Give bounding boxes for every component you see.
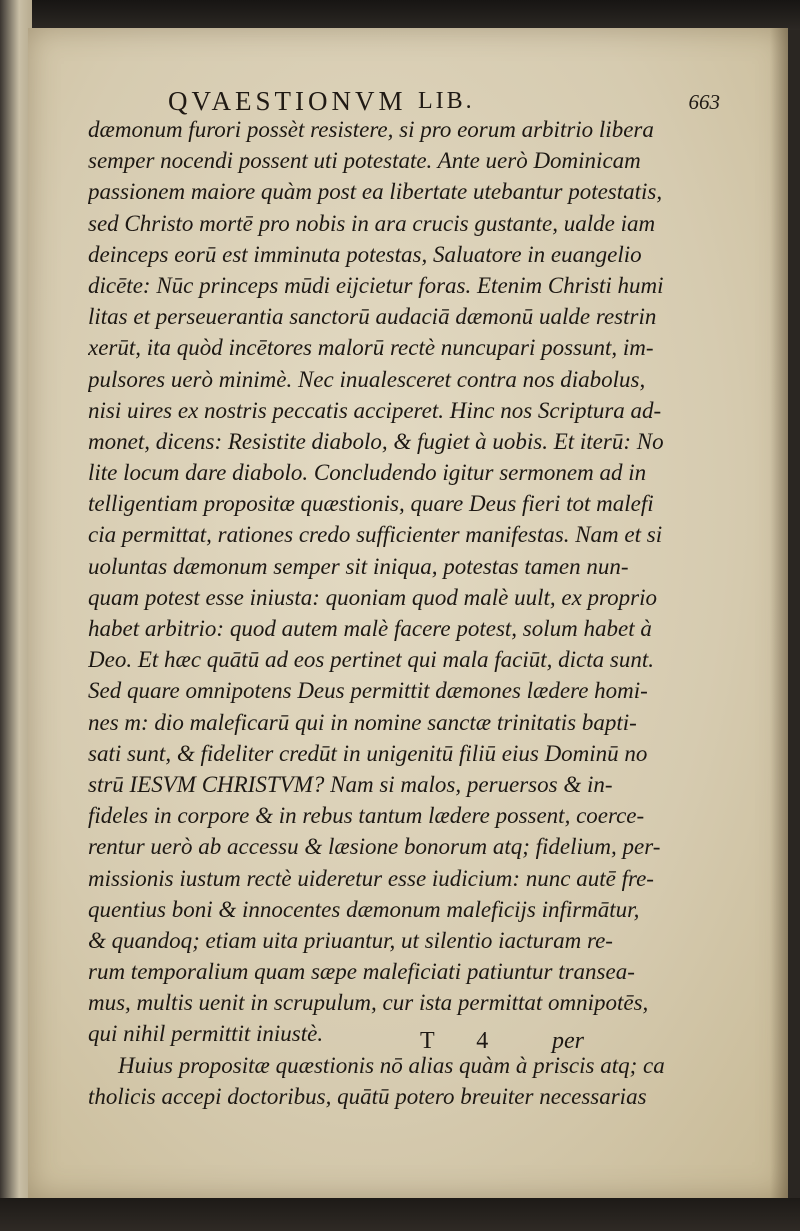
text-line: Sed quare omnipotens Deus permittit dæmones lædere homi-: [88, 678, 648, 704]
text-line: nisi uires ex nostris peccatis acciperet. Hinc nos Scriptura ad-: [88, 397, 662, 423]
text-line: qui nihil permittit iniustè.: [88, 1021, 324, 1047]
text-line: deinceps eorū est imminuta potestas, Saluatore in euangelio: [88, 241, 642, 267]
text-line: rentur uerò ab accessu & læsione bonorum atq; fidelium, per-: [88, 834, 661, 860]
scan-top-border: [0, 0, 800, 30]
page-footer: [420, 1028, 720, 1062]
running-title: QVAESTIONVM: [168, 86, 407, 116]
folio-number: 663: [688, 90, 720, 114]
text-line: & quandoq; etiam uita priuantur, ut silentio iacturam re-: [88, 927, 613, 953]
text-line: nes m: dio maleficarū qui in nomine sanctæ trinitatis bapti-: [88, 709, 637, 735]
bleed-through-text: [2, 110, 24, 810]
text-line: telligentiam propositæ quæstionis, quare Deus fieri tot malefi: [88, 491, 654, 517]
text-line: uoluntas dæmonum semper sit iniqua, potestas tamen nun-: [88, 553, 629, 579]
text-line: quentius boni & innocentes dæmonum maleficijs infirmātur,: [88, 896, 640, 922]
text-line: habet arbitrio: quod autem malè facere potest, solum habet à: [88, 616, 652, 641]
text-line: strū IESVM CHRISTVM? Nam si malos, peruersos & in-: [88, 771, 613, 797]
text-line: pulsores uerò minimè. Nec inualesceret contra nos diabolus,: [88, 366, 646, 392]
text-line: fideles in corpore & in rebus tantum lædere possent, coerce-: [88, 803, 645, 829]
text-line: tholicis accepi doctoribus, quātū potero breuiter necessarias: [88, 1083, 647, 1109]
text-line: sed Christo mortē pro nobis in ara crucis gustante, ualde iam: [88, 210, 656, 236]
main-text-block: [88, 114, 733, 1112]
page-edge-shadow: [770, 28, 788, 1198]
text-line: sati sunt, & fideliter credūt in unigenitū filiū eius Dominū no: [88, 740, 648, 766]
text-line: xerūt, ita quòd incētores malorū rectè nuncupari possunt, im-: [88, 335, 654, 361]
signature-mark: T 4: [420, 1028, 507, 1054]
text-line: dicēte: Nūc princeps mūdi eijcietur foras. Etenim Christi humi: [88, 272, 664, 298]
text-line: passionem maiore quàm post ea libertate utebantur potestatis,: [88, 179, 663, 205]
text-line: dæmonum furori possèt resistere, si pro eorum arbitrio libera: [88, 117, 654, 142]
text-line: monet, dicens: Resistite diabolo, & fugiet à uobis. Et iterū: No: [88, 428, 664, 454]
text-line: mus, multis uenit in scrupulum, cur ista permittat omnipotēs,: [88, 990, 649, 1016]
text-line: Deo. Et hæc quātū ad eos pertinet qui mala faciūt, dicta sunt.: [88, 647, 654, 673]
text-line: cia permittat, rationes credo sufficienter manifestas. Nam et si: [88, 522, 663, 548]
text-line: quam potest esse iniusta: quoniam quod malè uult, ex proprio: [88, 584, 657, 610]
book-number: LIB.: [418, 88, 475, 114]
text-line: litas et perseuerantia sanctorū audaciā dæmonū ualde restrin: [88, 304, 657, 330]
text-line: lite locum dare diabolo. Concludendo igitur sermonem ad in: [88, 460, 647, 486]
text-line: rum temporalium quam sæpe maleficiati patiuntur transea-: [88, 959, 635, 985]
text-line: Huius propositæ quæstionis nō alias quàm à priscis atq; ca: [118, 1052, 665, 1078]
text-line: missionis iustum rectè uideretur esse iudicium: nunc autē fre-: [88, 865, 654, 891]
scan-bottom-border: [0, 1198, 800, 1231]
text-line: semper nocendi possent uti potestate. Ante uerò Dominicam: [88, 148, 641, 174]
catchword: per: [552, 1028, 584, 1054]
